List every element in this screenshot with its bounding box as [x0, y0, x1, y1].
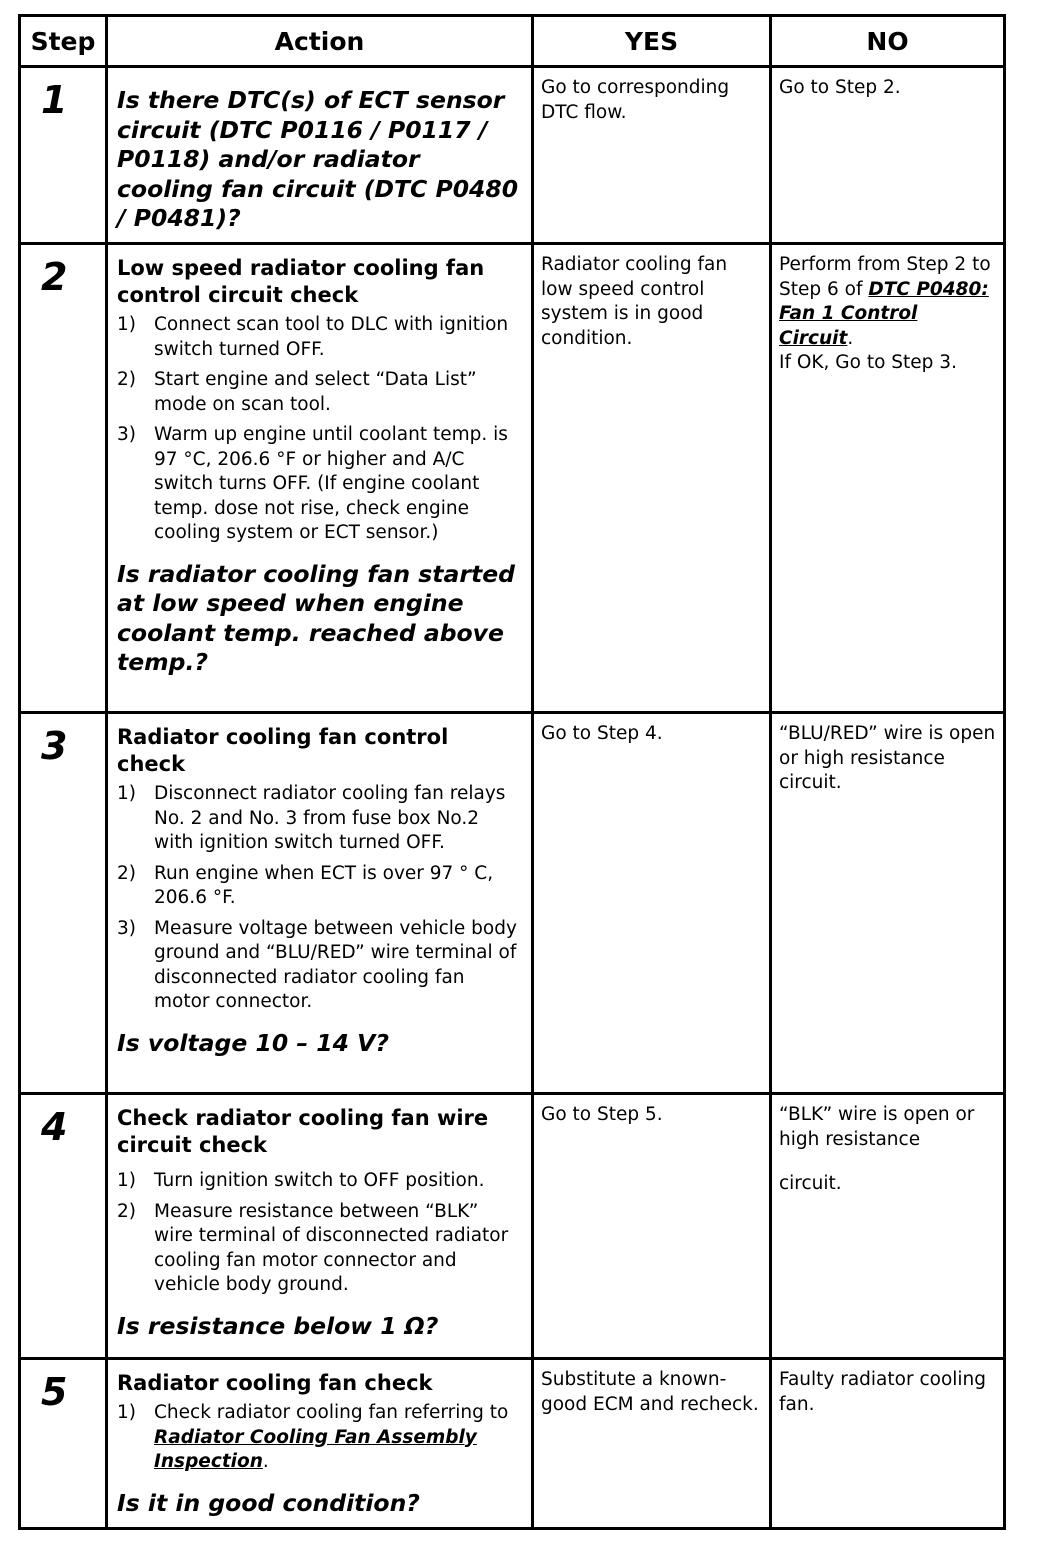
- procedure-list: [117, 313, 523, 546]
- procedure-item: 1) Disconnect radiator cooling fan relays No. 2 and No. 3 from fuse box No.2 with ignition switch turned OFF.: [117, 783, 506, 853]
- procedure-item: 1) Turn ignition switch to OFF position.: [117, 1170, 485, 1191]
- step-question: Is voltage 10 – 14 V?: [117, 1028, 389, 1057]
- action-cell: [105, 1360, 531, 1527]
- header-step: Step: [30, 26, 96, 56]
- action-cell: [105, 1095, 531, 1357]
- procedure-list: [117, 782, 523, 1015]
- step-number: 4: [41, 1105, 68, 1149]
- procedure-item: 3) Warm up engine until coolant temp. is 97 °C, 206.6 °F or higher and A/C switch turns OFF. (If engine coolant temp. dose not rise, check engine cooling system or ECT sensor.): [117, 424, 508, 543]
- step-row-5: [21, 1360, 1003, 1527]
- yes-cell: Go to Step 5.: [531, 1095, 769, 1357]
- yes-cell: Go to corresponding DTC flow.: [531, 68, 769, 242]
- header-action: Action: [105, 17, 531, 65]
- step-row-3: [21, 714, 1003, 1095]
- no-cell: Go to Step 2.: [769, 68, 1003, 242]
- yes-cell: Radiator cooling fan low speed control system is in good condition.: [531, 245, 769, 711]
- procedure-list: [117, 1401, 523, 1475]
- no-cell: “BLK” wire is open or high resistance circuit.: [769, 1095, 1003, 1357]
- procedure-item: 2) Measure resistance between “BLK” wire terminal of disconnected radiator cooling fan motor connector and vehicle body ground.: [117, 1200, 509, 1295]
- procedure-item: 1) Connect scan tool to DLC with ignition switch turned OFF.: [117, 314, 509, 360]
- step-title: Low speed radiator cooling fan control circuit check: [117, 256, 485, 307]
- step-number: 5: [41, 1370, 68, 1414]
- diagnostic-flow-table: [18, 14, 1006, 1530]
- yes-cell: Substitute a known-good ECM and recheck.: [531, 1360, 769, 1527]
- step-title: Check radiator cooling fan wire circuit check: [117, 1106, 489, 1157]
- action-cell: [105, 245, 531, 711]
- step-question: Is radiator cooling fan started at low speed when engine coolant temp. reached above temp.?: [117, 559, 515, 676]
- yes-cell: Go to Step 4.: [531, 714, 769, 1092]
- step-question: Is there DTC(s) of ECT sensor circuit (DTC P0116 / P0117 / P0118) and/or radiator cooling fan circuit (DTC P0480 / P0481)?: [117, 86, 519, 232]
- no-cell: Perform from Step 2 to Step 6 of DTC P0480: Fan 1 Control Circuit. If OK, Go to Step 3.: [769, 245, 1003, 711]
- no-cell: Faulty radiator cooling fan.: [769, 1360, 1003, 1527]
- procedure-item: 2) Run engine when ECT is over 97 ° C, 206.6 °F.: [117, 862, 494, 908]
- step-title: Radiator cooling fan control check: [117, 725, 449, 776]
- step-number: 1: [41, 78, 68, 122]
- step-row-1: [21, 68, 1003, 245]
- header-yes: YES: [531, 17, 769, 65]
- procedure-item: 1) Check radiator cooling fan referring to Radiator Cooling Fan Assembly Inspection.: [117, 1402, 509, 1472]
- procedure-item: 2) Start engine and select “Data List” mode on scan tool.: [117, 369, 477, 415]
- action-cell: [105, 714, 531, 1092]
- step-question: Is it in good condition?: [117, 1488, 420, 1517]
- procedure-list: [117, 1169, 523, 1298]
- procedure-item: 3) Measure voltage between vehicle body ground and “BLU/RED” wire terminal of disconnected radiator cooling fan motor connector.: [117, 917, 517, 1012]
- action-cell: [105, 68, 531, 242]
- step-number: 2: [41, 255, 68, 299]
- header-no: NO: [769, 17, 1003, 65]
- step-title: Radiator cooling fan check: [117, 1371, 433, 1395]
- step-number: 3: [41, 724, 68, 768]
- reference-link[interactable]: Radiator Cooling Fan Assembly Inspection: [154, 1426, 477, 1472]
- step-row-2: [21, 245, 1003, 714]
- no-cell: “BLU/RED” wire is open or high resistance circuit.: [769, 714, 1003, 1092]
- step-question: Is resistance below 1 Ω?: [117, 1311, 439, 1340]
- header-row: [21, 17, 1003, 68]
- step-row-4: [21, 1095, 1003, 1360]
- reference-link[interactable]: DTC P0480: Fan 1 Control Circuit: [779, 278, 989, 349]
